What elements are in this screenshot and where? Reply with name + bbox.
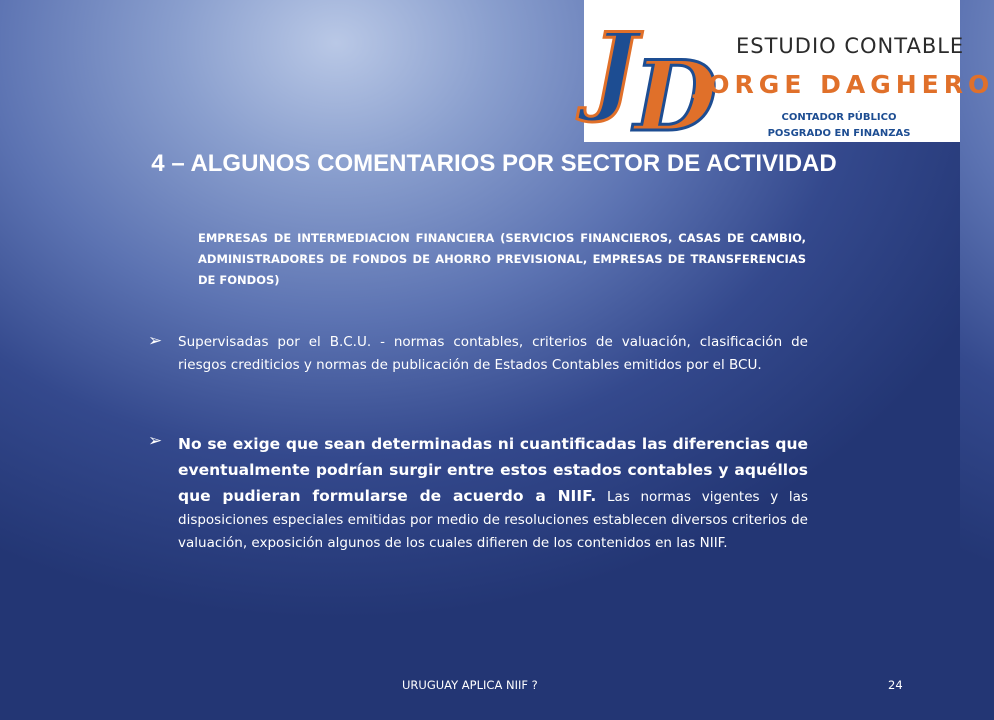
studio-logo: [584, 0, 994, 153]
bullet-2-detail: Las normas vigentes y las disposiciones especiales emitidas por medio de resoluciones establecen diversos criterios de valuación, exposición algunos de los cuales difieren de los contenidos en las NIIF.: [178, 489, 808, 551]
bullet-item-1: [148, 331, 808, 377]
sector-heading: EMPRESAS DE INTERMEDIACION FINANCIERA (SERVICIOS FINANCIEROS, CASAS DE CAMBIO, ADMINISTRADORES DE FONDOS DE AHORRO PREVISIONAL, EMPRESAS DE TRANSFERENCIAS DE FONDOS): [198, 231, 806, 287]
slide-title: 4 – ALGUNOS COMENTARIOS POR SECTOR DE ACTIVIDAD: [151, 150, 837, 177]
logo-name-text: JORGE DAGHERO: [694, 70, 994, 99]
logo-studio-text: ESTUDIO CONTABLE: [736, 34, 965, 58]
bullet-2-emphasis: No se exige que sean determinadas ni cuantificadas las diferencias que eventualmente podrían surgir entre estos estados contables y aquéllos que pudieran formularse de acuerdo a NIIF.: [178, 435, 808, 505]
bullet-item-2: [148, 431, 808, 555]
logo-subtitle-2: POSGRADO EN FINANZAS: [767, 128, 911, 139]
logo-letter-j: J: [592, 12, 638, 125]
page-number: 24: [888, 678, 903, 692]
footer-title: URUGUAY APLICA NIIF ?: [402, 678, 538, 692]
arrow-bullet-icon: ➢: [148, 331, 163, 350]
bullet-text-1: Supervisadas por el B.C.U. - normas contables, criterios de valuación, clasificación de riesgos crediticios y normas de publicación de Estados Contables emitidos por el BCU.: [178, 334, 808, 373]
logo-letter-d: D: [634, 40, 718, 153]
logo-subtitle-1: CONTADOR PÚBLICO: [781, 112, 897, 123]
arrow-bullet-icon: ➢: [148, 431, 163, 450]
bullet-text-2: [178, 431, 808, 555]
